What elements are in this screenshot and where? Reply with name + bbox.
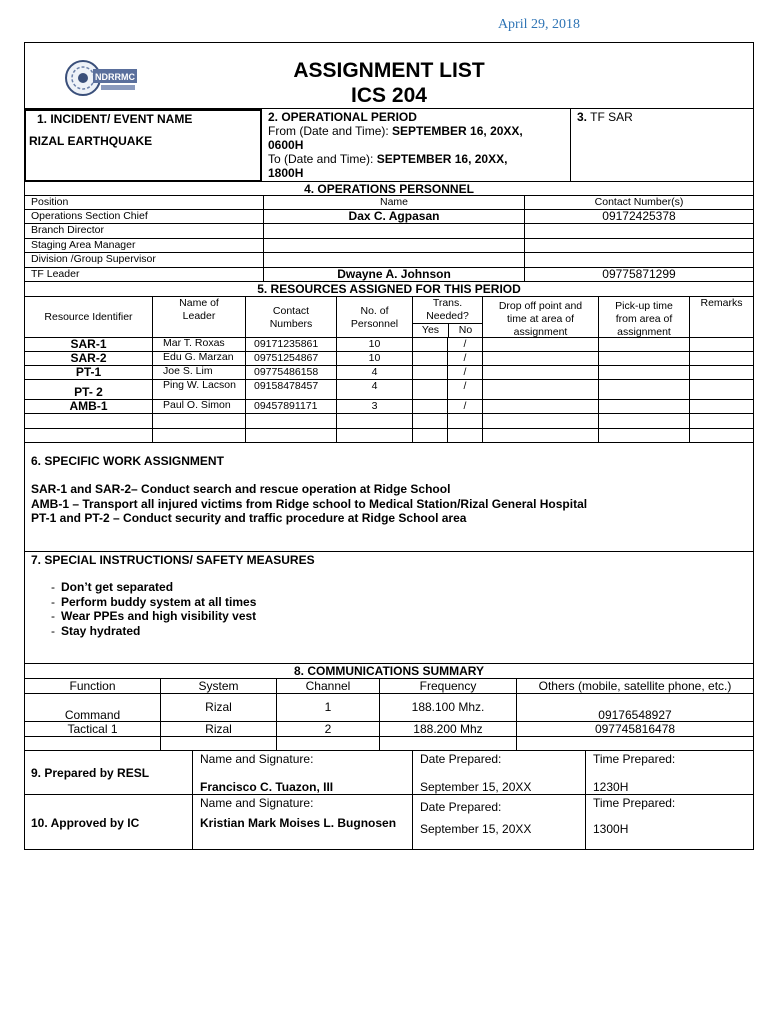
approved-time-cell (585, 795, 753, 850)
trans-yes-label: Yes (421, 324, 440, 336)
to-value: SEPTEMBER 16, 20XX, (376, 152, 508, 166)
resource-dropoff (482, 380, 598, 399)
resource-remarks (689, 366, 753, 379)
resource-id (25, 429, 152, 442)
leader-header: Name of Leader (152, 297, 245, 337)
resource-trans-yes (412, 366, 447, 379)
resource-row (25, 380, 753, 400)
resource-remarks (689, 414, 753, 428)
from-time: 0600H (268, 138, 304, 152)
function-header: Function (69, 679, 116, 693)
trans-no-label: No (448, 324, 482, 337)
safety-item: - Perform buddy system at all times (61, 595, 747, 610)
approved-time-label: Time Prepared: (593, 796, 676, 810)
from-label: From (Date and Time): (268, 124, 389, 138)
resource-trans-yes (412, 338, 447, 351)
personnel-name (263, 224, 524, 237)
comm-empty-cell (516, 737, 753, 750)
resource-trans-no (447, 414, 482, 428)
resource-contact (245, 414, 336, 428)
prepared-time-cell (585, 751, 753, 794)
safety-measures-list (31, 580, 747, 638)
personnel-header-row (25, 196, 753, 210)
personnel-row (25, 239, 753, 253)
personnel-contact (524, 253, 753, 266)
personnel-row (25, 253, 753, 267)
personnel-position: Operations Section Chief (31, 210, 148, 222)
resource-id: SAR-1 (70, 338, 107, 351)
approved-name: Kristian Mark Moises L. Bugnosen (200, 816, 397, 830)
personnel-contact (524, 239, 753, 252)
comm-others: 097745816478 (516, 722, 753, 736)
resource-row (25, 366, 753, 380)
form-title (25, 58, 753, 108)
resource-personnel (336, 414, 412, 428)
work-assignment-lines (31, 482, 747, 526)
personnel-name: Dwayne A. Johnson (263, 268, 524, 281)
trans-needed-label: Trans. Needed? (413, 297, 482, 324)
resource-id: PT-1 (75, 366, 102, 379)
approved-date-label: Date Prepared: (420, 800, 502, 814)
prepared-by-row (25, 751, 753, 795)
others-header: Others (mobile, satellite phone, etc.) (516, 679, 753, 693)
resources-title: 5. RESOURCES ASSIGNED FOR THIS PERIOD (25, 282, 753, 297)
comm-empty-cell (160, 737, 276, 750)
resource-trans-yes (412, 380, 447, 399)
resource-dropoff (482, 352, 598, 365)
incident-cell (25, 109, 261, 181)
resource-pickup (598, 414, 689, 428)
resource-contact: 09158478457 (245, 380, 336, 399)
unit-value: TF SAR (590, 110, 633, 124)
resource-id: PT- 2 (74, 385, 103, 399)
resource-leader (152, 414, 245, 428)
resource-dropoff (482, 429, 598, 442)
safety-item: - Don’t get separated (61, 580, 747, 595)
resource-dropoff (482, 338, 598, 351)
resource-dropoff (482, 414, 598, 428)
resource-contact: 09751254867 (245, 352, 336, 365)
resource-leader: Joe S. Lim (152, 366, 245, 379)
resource-leader: Edu G. Marzan (152, 352, 245, 365)
work-assignment-section (25, 453, 753, 552)
resource-personnel: 4 (336, 366, 412, 379)
comm-function: Tactical 1 (67, 722, 118, 736)
resource-id: AMB-1 (69, 400, 108, 413)
safety-item: - Stay hydrated (61, 624, 747, 639)
work-line-3: PT-1 and PT-2 – Conduct security and traffic procedure at Ridge School area (31, 511, 467, 525)
incident-label: 1. INCIDENT/ EVENT NAME (37, 112, 193, 126)
resource-pickup (598, 352, 689, 365)
resource-pickup (598, 366, 689, 379)
comm-row (25, 694, 753, 722)
to-label: To (Date and Time): (268, 152, 374, 166)
name-header: Name (263, 196, 524, 209)
resource-remarks (689, 338, 753, 351)
personnel-contact: 09172425378 (524, 210, 753, 223)
comm-system: Rizal (160, 694, 276, 721)
communications-title: 8. COMMUNICATIONS SUMMARY (25, 664, 753, 679)
pickup-header: Pick-up time from area of assignment (598, 297, 689, 337)
communications-header-row (25, 679, 753, 694)
resource-pickup (598, 380, 689, 399)
prepared-date-label: Date Prepared: (420, 752, 502, 766)
resource-pickup (598, 400, 689, 413)
work-line-2: AMB-1 – Transport all injured victims from Ridge school to Medical Station/Rizal General Hospital (31, 496, 588, 511)
personnel-position: Branch Director (31, 224, 104, 237)
resource-trans-yes (412, 400, 447, 413)
comm-empty-cell (25, 737, 160, 750)
resource-row (25, 338, 753, 352)
approved-signature-cell (192, 795, 412, 850)
resource-personnel (336, 429, 412, 442)
resource-pickup (598, 338, 689, 351)
prepared-date: September 15, 20XX (420, 780, 532, 794)
resource-leader: Ping W. Lacson (152, 380, 245, 399)
resource-row-empty (25, 414, 753, 429)
resource-row-empty (25, 429, 753, 443)
resources-header-row (25, 297, 753, 338)
approved-time: 1300H (593, 822, 629, 836)
frequency-header: Frequency (379, 679, 516, 693)
resource-pickup (598, 429, 689, 442)
resource-row (25, 400, 753, 414)
ics-204-form (24, 42, 754, 850)
resource-personnel: 10 (336, 338, 412, 351)
system-header: System (160, 679, 276, 693)
form-header (25, 43, 753, 109)
personnel-position: TF Leader (31, 267, 80, 280)
resource-trans-no: / (447, 400, 482, 413)
resource-contact: 09775486158 (245, 366, 336, 379)
comm-row-empty (25, 737, 753, 751)
comm-empty-cell (379, 737, 516, 750)
resource-trans-no: / (447, 352, 482, 365)
comm-frequency: 188.200 Mhz (379, 722, 516, 736)
personnel-position: Staging Area Manager (31, 238, 136, 251)
unit-label: 3. (577, 110, 588, 124)
resource-dropoff (482, 400, 598, 413)
resource-remarks (689, 400, 753, 413)
resource-trans-no: / (447, 380, 482, 399)
personnel-name: Dax C. Agpasan (263, 210, 524, 223)
safety-item: - Wear PPEs and high visibility vest (61, 609, 747, 624)
resource-trans-yes (412, 429, 447, 442)
resource-leader: Mar T. Roxas (152, 338, 245, 351)
prepared-sig-label: Name and Signature: (200, 752, 314, 766)
resource-id (25, 414, 152, 428)
resource-trans-no (447, 429, 482, 442)
incident-row (25, 109, 753, 182)
personnel-row (25, 224, 753, 238)
resource-leader (152, 429, 245, 442)
comm-function: Command (64, 708, 121, 721)
comm-channel: 1 (276, 694, 379, 721)
comm-channel: 2 (276, 722, 379, 736)
operations-personnel-title: 4. OPERATIONS PERSONNEL (25, 182, 753, 196)
resource-row (25, 352, 753, 366)
resource-remarks (689, 429, 753, 442)
resource-trans-no: / (447, 366, 482, 379)
comm-system: Rizal (160, 722, 276, 736)
prepared-date-cell (412, 751, 585, 794)
contact-header: Contact Number(s) (524, 196, 753, 209)
personnel-name (263, 239, 524, 252)
resource-personnel: 10 (336, 352, 412, 365)
operational-period-label: 2. OPERATIONAL PERIOD (268, 110, 417, 124)
title-line-1: ASSIGNMENT LIST (293, 59, 485, 82)
document-date: April 29, 2018 (497, 17, 580, 32)
remarks-header: Remarks (689, 297, 753, 337)
resource-dropoff (482, 366, 598, 379)
prepared-time: 1230H (593, 780, 629, 794)
comm-row (25, 722, 753, 737)
prepared-signature-cell (192, 751, 412, 794)
to-time: 1800H (268, 166, 304, 180)
position-header: Position (31, 196, 69, 208)
comm-frequency: 188.100 Mhz. (379, 694, 516, 721)
approved-label: 10. Approved by IC (31, 816, 140, 830)
resource-leader: Paul O. Simon (152, 400, 245, 413)
resource-contact (245, 429, 336, 442)
prepared-time-label: Time Prepared: (593, 752, 676, 766)
resource-contact: 09171235861 (245, 338, 336, 351)
work-assignment-title: 6. SPECIFIC WORK ASSIGNMENT (31, 454, 224, 468)
personnel-row (25, 268, 753, 282)
resource-personnel: 3 (336, 400, 412, 413)
work-line-1: SAR-1 and SAR-2– Conduct search and rescue operation at Ridge School (31, 482, 451, 496)
unit-cell (570, 109, 753, 181)
prepared-name: Francisco C. Tuazon, III (200, 780, 334, 794)
approved-date: September 15, 20XX (420, 822, 532, 836)
channel-header: Channel (276, 679, 379, 693)
resource-id-header: Resource Identifier (44, 311, 133, 323)
comm-empty-cell (276, 737, 379, 750)
prepared-label: 9. Prepared by RESL (31, 766, 150, 780)
personnel-position: Division /Group Supervisor (31, 253, 156, 266)
personnel-contact (524, 224, 753, 237)
approved-sig-label: Name and Signature: (200, 796, 314, 810)
resource-id: SAR-2 (70, 352, 107, 365)
special-instructions-title: 7. SPECIAL INSTRUCTIONS/ SAFETY MEASURES (31, 553, 315, 567)
personnel-count-header: No. of Personnel (336, 297, 412, 337)
personnel-contact: 09775871299 (524, 268, 753, 281)
contact-numbers-header: Contact Numbers (245, 297, 336, 337)
operational-period-cell (261, 109, 570, 181)
resource-trans-no: / (447, 338, 482, 351)
incident-value: RIZAL EARTHQUAKE (29, 134, 153, 148)
approved-by-row (25, 795, 753, 850)
resource-personnel: 4 (336, 380, 412, 399)
comm-others: 09176548927 (516, 694, 753, 721)
resource-contact: 09457891171 (245, 400, 336, 413)
resource-remarks (689, 380, 753, 399)
dropoff-header: Drop off point and time at area of assignment (482, 297, 598, 337)
trans-header (412, 297, 482, 337)
personnel-row (25, 210, 753, 224)
logo-text: NDRRMC (95, 72, 135, 82)
resource-remarks (689, 352, 753, 365)
special-instructions-section (25, 552, 753, 664)
from-value: SEPTEMBER 16, 20XX, (392, 124, 523, 138)
resource-trans-yes (412, 352, 447, 365)
title-line-2: ICS 204 (351, 84, 427, 107)
approved-date-cell (412, 795, 585, 850)
resource-trans-yes (412, 414, 447, 428)
personnel-name (263, 253, 524, 266)
